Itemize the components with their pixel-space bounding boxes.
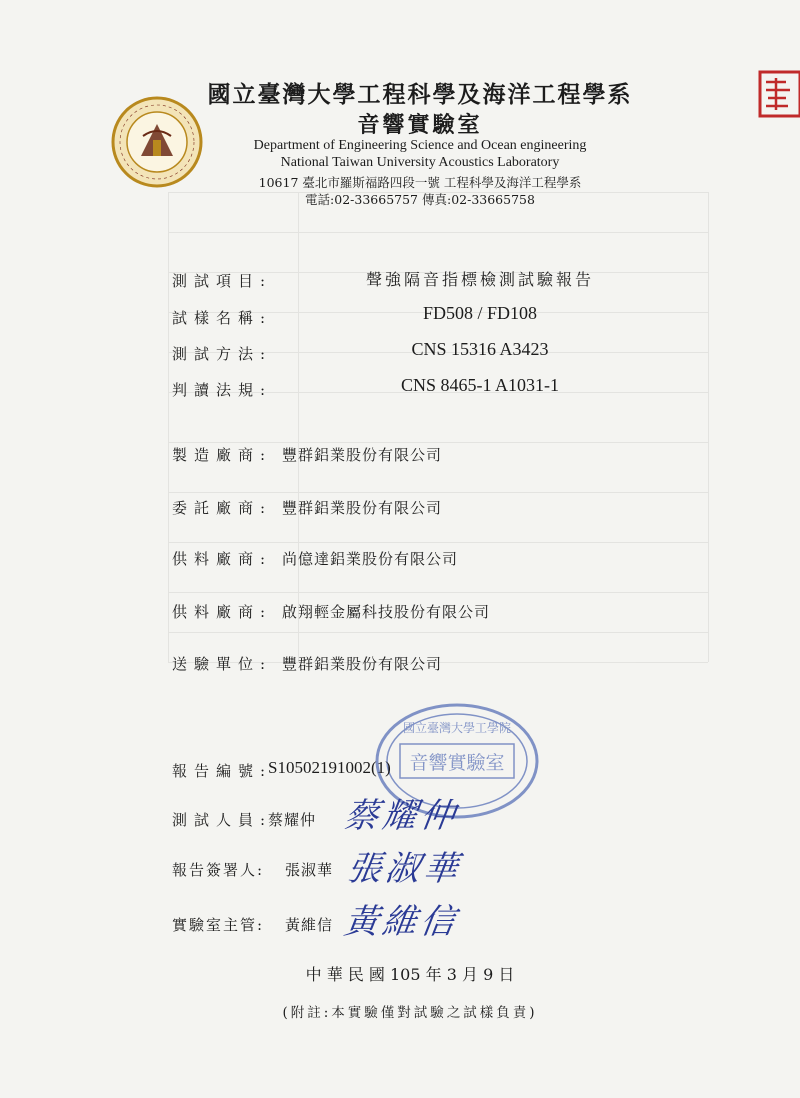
supervisor-name: 黃維信 (285, 916, 334, 934)
test-method-label: 測試方法: (172, 345, 273, 363)
client-label: 委託廠商: (172, 499, 273, 517)
test-item-label: 測試項目: (172, 272, 273, 290)
signer-label: 報告簽署人: (172, 861, 265, 879)
university-seal-logo (111, 96, 203, 188)
tester-signature: 蔡耀仲 (341, 796, 462, 836)
supplier-1-value: 尚億達鋁業股份有限公司 (282, 550, 459, 568)
client-value: 豐群鋁業股份有限公司 (282, 499, 443, 517)
test-item-value: 聲強隔音指標檢測試驗報告 (365, 270, 594, 289)
lab-title: 音響實驗室 (357, 112, 483, 138)
supplier-2-value: 啟翔輕金屬科技股份有限公司 (282, 603, 491, 621)
regulation-label: 判讀法規: (172, 381, 273, 399)
lab-english: National Taiwan University Acoustics Laboratory (280, 155, 560, 170)
svg-text:國立臺灣大學工學院: 國立臺灣大學工學院 (402, 721, 512, 735)
sample-name-label: 試樣名稱: (172, 309, 273, 327)
test-method-value: CNS 15316 A3423 (411, 339, 549, 359)
supplier-2-label: 供料廠商: (172, 603, 273, 621)
svg-text:音響實驗室: 音響實驗室 (409, 752, 505, 774)
report-number-value: S10502191002(1) (268, 758, 391, 777)
department-english: Department of Engineering Science and Ocean engineering (253, 138, 587, 153)
report-number-label: 報告編號: (172, 762, 273, 780)
submitter-label: 送驗單位: (172, 655, 273, 673)
report-date: 中 華 民 國 105 年 3 月 9 日 (305, 965, 515, 984)
corner-red-seal (756, 68, 800, 120)
manufacturer-value: 豐群鋁業股份有限公司 (282, 446, 443, 464)
sample-name-value: FD508 / FD108 (422, 303, 538, 323)
signer-signature: 張淑華 (344, 849, 465, 889)
bleed-through-table (168, 192, 708, 662)
address: 10617 臺北市羅斯福路四段一號 工程科學及海洋工程學系 (258, 175, 582, 190)
supervisor-signature: 黃維信 (341, 902, 462, 942)
submitter-value: 豐群鋁業股份有限公司 (282, 655, 443, 673)
signer-name: 張淑華 (285, 861, 334, 879)
contact-phone-fax: 電話:02-33665757 傳真:02-33665758 (305, 192, 535, 207)
disclaimer-note: (附註:本實驗僅對試驗之試樣負責) (282, 1005, 538, 1021)
regulation-value: CNS 8465-1 A1031-1 (400, 375, 559, 395)
supervisor-label: 實驗室主管: (172, 916, 265, 934)
tester-label: 測試人員: (172, 811, 273, 829)
supplier-1-label: 供料廠商: (172, 550, 273, 568)
manufacturer-label: 製造廠商: (172, 446, 273, 464)
university-title: 國立臺灣大學工程科學及海洋工程學系 (207, 81, 633, 108)
tester-name: 蔡耀仲 (268, 811, 317, 829)
